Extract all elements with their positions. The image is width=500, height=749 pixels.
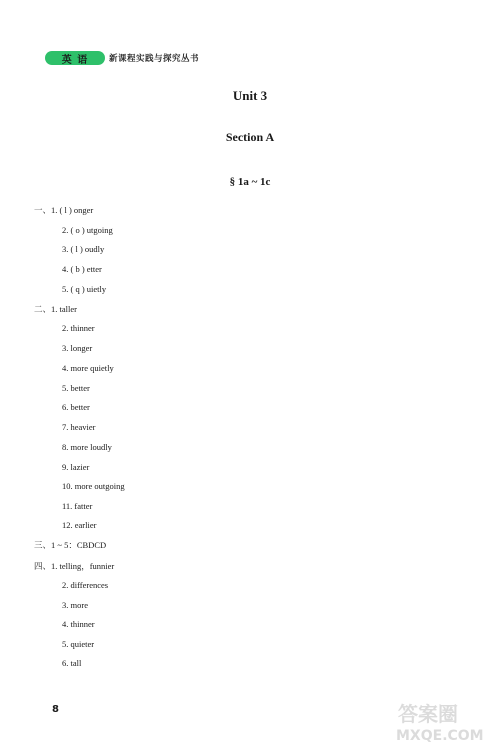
answer-line: 5. ( q ) uietly (62, 284, 107, 294)
part3-head: 三、1 ~ 5：CBDCD (34, 540, 107, 550)
watermark-logo (390, 697, 495, 745)
answer-line: 3. more (62, 600, 88, 610)
answer-line: 9. lazier (62, 462, 90, 472)
answer-line: 5. quieter (62, 639, 95, 649)
subsection-title: § 1a ~ 1c (229, 176, 271, 188)
answer-line: 7. heavier (62, 422, 96, 432)
answer-line: 4. more quietly (62, 363, 114, 373)
answer-line: 2. thinner (62, 323, 95, 333)
answer-line: 8. more loudly (62, 442, 112, 452)
section-title: Section A (225, 130, 275, 144)
answer-line: 10. more outgoing (62, 481, 125, 491)
svg-text:答案圈: 答案圈 (398, 702, 458, 726)
answer-line: 4. thinner (62, 619, 95, 629)
svg-text:MXQE.COM: MXQE.COM (396, 728, 484, 744)
answer-line: 11. fatter (62, 501, 93, 511)
answer-line: 4. ( b ) etter (62, 264, 102, 274)
answer-line: 6. better (62, 402, 90, 412)
series-title: 新课程实践与探究丛书 (109, 54, 200, 64)
answer-line: 3. longer (62, 343, 93, 353)
part1-head: 一、1. ( l ) onger (34, 205, 94, 215)
answer-line: 6. tall (62, 658, 82, 668)
answer-line: 12. earlier (62, 520, 97, 530)
book-header (45, 50, 199, 66)
answer-line: 5. better (62, 383, 90, 393)
answer-line: 2. ( o ) utgoing (62, 225, 113, 235)
subject-badge: 英 语 (45, 51, 105, 65)
page-number: 8 (52, 704, 59, 715)
part4-head: 四、1. telling，funnier (34, 561, 115, 571)
answer-line: 3. ( l ) oudly (62, 244, 105, 254)
unit-title: Unit 3 (232, 88, 268, 103)
answer-line: 2. differences (62, 580, 109, 590)
part2-head: 二、1. taller (34, 304, 77, 314)
